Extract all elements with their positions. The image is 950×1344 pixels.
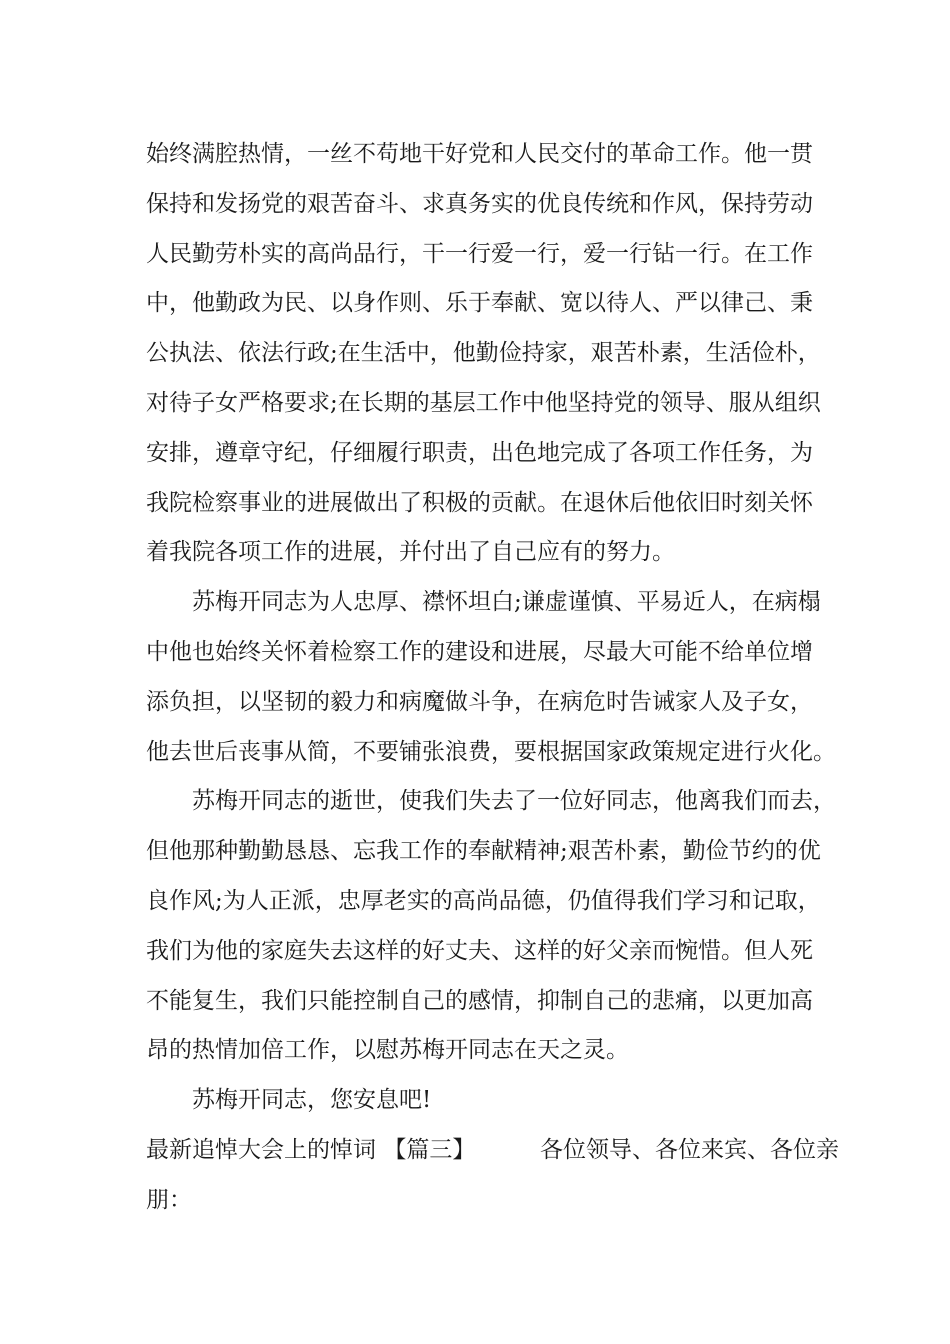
text-line: 我们为他的家庭失去这样的好丈夫、这样的好父亲而惋惜。但人死 bbox=[146, 937, 813, 964]
text-line: 对待子女严格要求;在长期的基层工作中他坚持党的领导、服从组织 bbox=[146, 389, 821, 416]
text-line: 良作风;为人正派，忠厚老实的高尚品德，仍值得我们学习和记取， bbox=[146, 887, 821, 914]
text-line: 我院检察事业的进展做出了积极的贡献。在退休后他依旧时刻关怀 bbox=[146, 489, 813, 516]
section-heading-line bbox=[146, 1126, 839, 1176]
text-line: 但他那种勤勤恳恳、忘我工作的奉献精神;艰苦朴素，勤俭节约的优 bbox=[146, 838, 821, 865]
closing-line: 苏梅开同志，您安息吧! bbox=[192, 1087, 432, 1114]
text-line: 人民勤劳朴实的高尚品行，干一行爱一行，爱一行钻一行。在工作 bbox=[146, 240, 813, 267]
text-line: 昂的热情加倍工作，以慰苏梅开同志在天之灵。 bbox=[146, 1037, 629, 1064]
text-line: 保持和发扬党的艰苦奋斗、求真务实的优良传统和作风，保持劳动 bbox=[146, 190, 813, 217]
section-tag: 【篇三】 bbox=[383, 1136, 476, 1163]
text-line: 不能复生，我们只能控制自己的感情，抑制自己的悲痛，以更加高 bbox=[146, 987, 813, 1014]
text-line: 公执法、依法行政;在生活中，他勤俭持家，艰苦朴素，生活俭朴， bbox=[146, 340, 821, 367]
text-line: 着我院各项工作的进展，并付出了自己应有的努力。 bbox=[146, 539, 675, 566]
text-line: 添负担，以坚韧的毅力和病魔做斗争，在病危时告诫家人及子女， bbox=[146, 688, 813, 715]
section-title: 最新追悼大会上的悼词 bbox=[146, 1136, 376, 1163]
text-line: 朋： bbox=[146, 1186, 192, 1213]
paragraph-start-line: 苏梅开同志为人忠厚、襟怀坦白;谦虚谨慎、平易近人，在病榻 bbox=[192, 589, 821, 616]
text-line: 始终满腔热情，一丝不苟地干好党和人民交付的革命工作。他一贯 bbox=[146, 141, 813, 167]
text-line: 中，他勤政为民、以身作则、乐于奉献、宽以待人、严以律己、秉 bbox=[146, 290, 813, 317]
text-line: 他去世后丧事从简，不要铺张浪费，要根据国家政策规定进行火化。 bbox=[146, 738, 836, 765]
text-line: 中他也始终关怀着检察工作的建设和进展，尽最大可能不给单位增 bbox=[146, 638, 813, 665]
paragraph-start-line: 苏梅开同志的逝世，使我们失去了一位好同志，他离我们而去， bbox=[192, 788, 836, 815]
greeting-text: 各位领导、各位来宾、各位亲 bbox=[539, 1136, 839, 1163]
text-line: 安排，遵章守纪，仔细履行职责，出色地完成了各项工作任务，为 bbox=[146, 439, 813, 466]
document-body bbox=[146, 130, 839, 1226]
